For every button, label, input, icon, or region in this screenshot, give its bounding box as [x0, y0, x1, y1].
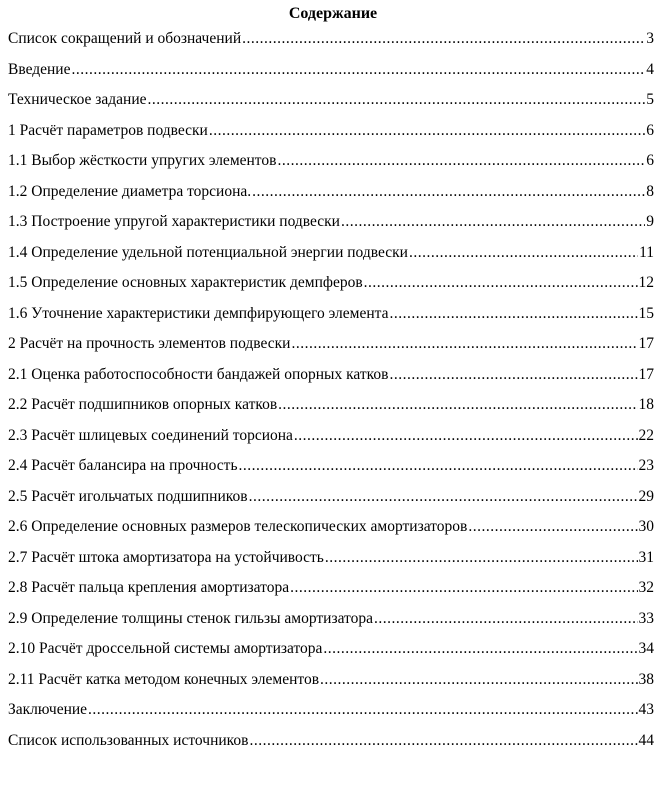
- toc-entry[interactable]: [8, 211, 654, 242]
- toc-entry[interactable]: [8, 242, 654, 273]
- toc-entry[interactable]: [8, 547, 654, 578]
- toc-entry[interactable]: [8, 120, 654, 151]
- toc-entry-label: Техническое задание: [8, 91, 147, 108]
- toc-dot-leader: [325, 547, 638, 569]
- toc-dot-leader: [239, 455, 638, 477]
- page-title: Содержание: [288, 5, 378, 22]
- toc-dot-leader: [468, 516, 637, 538]
- toc-entry-label: 2.4 Расчёт балансира на прочность: [8, 457, 238, 474]
- toc-entry-page-number: 29: [638, 487, 654, 505]
- toc-entry-page-number: 44: [638, 731, 654, 749]
- toc-dot-leader: [290, 577, 637, 599]
- toc-entry-page-number: 22: [638, 426, 654, 444]
- toc-entry-page-number: 6: [646, 121, 654, 139]
- toc-entry-label: 2.7 Расчёт штока амортизатора на устойчивость: [8, 548, 324, 566]
- toc-entry-label: 1.4 Определение удельной потенциальной энергии подвески: [8, 243, 408, 261]
- toc-dot-leader: [409, 242, 638, 264]
- toc-entry-page-number: 30: [638, 518, 654, 535]
- toc-dot-leader: [249, 486, 638, 508]
- toc-entry[interactable]: [8, 272, 654, 303]
- toc-entry-page-number: 17: [638, 365, 654, 383]
- toc-dot-leader: [291, 333, 637, 355]
- toc-entry[interactable]: [8, 577, 654, 608]
- toc-entry[interactable]: [8, 425, 654, 456]
- toc-entry[interactable]: [8, 699, 654, 730]
- toc-entry-label: 2.3 Расчёт шлицевых соединений торсиона: [8, 426, 293, 444]
- toc-entry-label: 2.1 Оценка работоспособности бандажей опорных катков: [8, 365, 389, 383]
- toc-entry-label: 1.1 Выбор жёсткости упругих элементов: [8, 152, 277, 169]
- toc-entry-label: 2.5 Расчёт игольчатых подшипников: [8, 487, 248, 505]
- toc-entry-page-number: 9: [646, 213, 654, 230]
- toc-entry-label: Список сокращений и обозначений: [8, 30, 242, 47]
- toc-dot-leader: [320, 669, 637, 691]
- toc-entry-page-number: 12: [638, 274, 654, 291]
- toc-dot-leader: [341, 211, 645, 233]
- toc-entry-page-number: 8: [646, 182, 654, 200]
- toc-dot-leader: [148, 89, 646, 111]
- toc-entry[interactable]: [8, 150, 654, 181]
- toc-entry-page-number: 4: [646, 60, 654, 78]
- toc-entry[interactable]: [8, 181, 654, 212]
- toc-entry[interactable]: [8, 303, 654, 334]
- toc-entry-page-number: 3: [646, 30, 654, 47]
- toc-entry-label: 1.3 Построение упругой характеристики подвески: [8, 213, 340, 230]
- toc-dot-leader: [71, 59, 645, 81]
- toc-entry[interactable]: [8, 455, 654, 486]
- toc-entry-label: Список использованных источников: [8, 731, 249, 749]
- toc-dot-leader: [277, 150, 645, 172]
- toc-entry[interactable]: [8, 638, 654, 669]
- toc-entry-page-number: 43: [638, 701, 654, 718]
- toc-entry-page-number: 17: [638, 335, 654, 352]
- toc-entry-label: 1.2 Определение диаметра торсиона.: [8, 182, 252, 200]
- toc-entry-label: 1.6 Уточнение характеристики демпфирующего элемента: [8, 304, 389, 322]
- toc-entry-label: 1.5 Определение основных характеристик демпферов: [8, 274, 363, 291]
- toc-dot-leader: [374, 608, 637, 630]
- toc-entry-page-number: 11: [639, 243, 654, 261]
- toc-dot-leader: [389, 364, 637, 386]
- toc-entry[interactable]: [8, 486, 654, 517]
- toc-entry-label: 2.9 Определение толщины стенок гильзы амортизатора: [8, 609, 374, 627]
- toc-entry-label: 2 Расчёт на прочность элементов подвески: [8, 335, 291, 352]
- toc-entry[interactable]: [8, 730, 654, 761]
- toc-entry[interactable]: [8, 516, 654, 547]
- toc-entry-page-number: 18: [638, 396, 654, 413]
- toc-entry-label: 2.8 Расчёт пальца крепления амортизатора: [8, 579, 290, 596]
- toc-dot-leader: [390, 303, 638, 325]
- toc-dot-leader: [209, 120, 645, 142]
- toc-entry[interactable]: [8, 364, 654, 395]
- toc-entry-label: 2.2 Расчёт подшипников опорных катков: [8, 396, 278, 413]
- toc-dot-leader: [364, 272, 638, 294]
- toc-entry-page-number: 31: [638, 548, 654, 566]
- toc-entry-page-number: 5: [646, 91, 654, 108]
- toc-entry[interactable]: [8, 669, 654, 700]
- toc-entry-page-number: 34: [638, 640, 654, 657]
- toc-entry[interactable]: [8, 28, 654, 59]
- toc-dot-leader: [323, 638, 637, 660]
- toc-entry[interactable]: [8, 59, 654, 90]
- toc-entry[interactable]: [8, 89, 654, 120]
- toc-dot-leader: [242, 28, 645, 50]
- toc-entry-page-number: 15: [638, 304, 654, 322]
- toc-entry[interactable]: [8, 608, 654, 639]
- toc-entry-page-number: 32: [638, 579, 654, 596]
- toc-entry-page-number: 23: [638, 457, 654, 474]
- toc-entry-page-number: 6: [646, 152, 654, 169]
- table-of-contents: [8, 28, 654, 760]
- toc-entry-label: 2.11 Расчёт катка методом конечных элементов: [8, 670, 320, 688]
- toc-dot-leader: [88, 699, 637, 721]
- toc-entry-page-number: 38: [638, 670, 654, 688]
- toc-entry[interactable]: [8, 394, 654, 425]
- toc-entry-label: 2.10 Расчёт дроссельной системы амортизатора: [8, 640, 323, 657]
- toc-dot-leader: [252, 181, 645, 203]
- toc-dot-leader: [278, 394, 637, 416]
- toc-dot-leader: [294, 425, 638, 447]
- toc-entry-label: Заключение: [8, 701, 88, 718]
- toc-entry-label: 2.6 Определение основных размеров телескопических амортизаторов: [8, 518, 468, 535]
- toc-entry-label: 1 Расчёт параметров подвески: [8, 121, 208, 139]
- toc-entry[interactable]: [8, 333, 654, 364]
- toc-entry-page-number: 33: [638, 609, 654, 627]
- toc-entry-label: Введение: [8, 60, 71, 78]
- toc-dot-leader: [249, 730, 637, 752]
